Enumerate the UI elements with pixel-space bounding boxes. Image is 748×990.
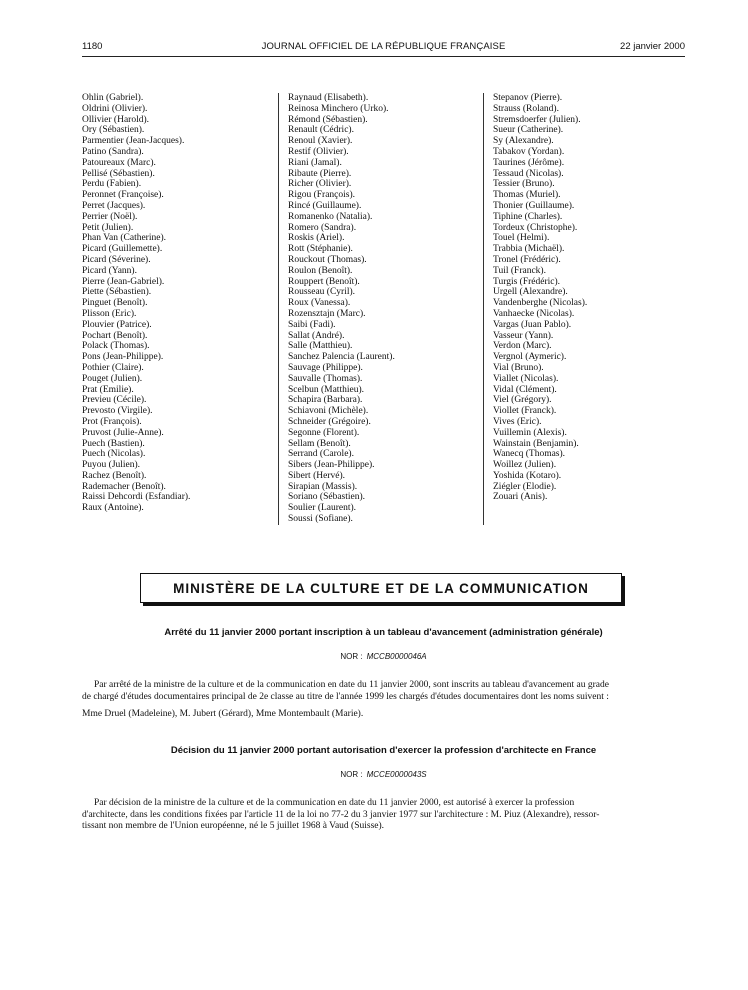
name-entry: Tordeux (Christophe). [493,222,578,233]
nor-label: NOR : [340,770,363,779]
names-column-1 [82,93,267,514]
name-entry: Prevosto (Virgile). [82,406,153,417]
name-entry: Picard (Séverine). [82,254,151,265]
paragraph-line: d'architecte, dans les conditions fixées par l'article 11 de la loi no 77-2 du 3 janvier 1977 sur l'architecture : M. Piuz (Alexandre), ressor- [82,809,600,820]
name-entry: Sauvage (Philippe). [288,362,363,373]
nor-value: MCCE0000043S [366,770,427,779]
name-entry: Sy (Alexandre). [493,136,554,147]
name-entry: Saibi (Fadi). [288,319,336,330]
nor-label: NOR : [340,652,363,661]
name-entry: Reinosa Minchero (Urko). [288,103,389,114]
name-entry: Pierre (Jean-Gabriel). [82,276,165,287]
name-entry: Pellisé (Sébastien). [82,168,155,179]
column-divider [278,93,279,525]
name-entry: Previeu (Cécile). [82,395,147,406]
name-entry: Tessier (Bruno). [493,179,555,190]
name-entry: Rozensztajn (Marc). [288,308,366,319]
name-entry: Yoshida (Kotaro). [493,470,562,481]
decision-title: Décision du 11 janvier 2000 portant autorisation d'exercer la profession d'architecte en France [170,745,597,756]
name-entry: Piette (Sébastien). [82,287,152,298]
nor-value: MCCB0000046A [366,652,427,661]
name-entry: Sibers (Jean-Philippe). [288,460,375,471]
name-entry: Sanchez Palencia (Laurent). [288,352,395,363]
name-entry: Serrand (Carole). [288,449,354,460]
names-column-2 [288,93,473,525]
name-entry: Ziégler (Elodie). [493,481,557,492]
name-entry: Picard (Yann). [82,265,137,276]
name-entry: Rincé (Guillaume). [288,200,362,211]
name-entry: Sueur (Catherine). [493,125,564,136]
name-entry: Phan Van (Catherine). [82,233,166,244]
name-entry: Puyou (Julien). [82,460,141,471]
paragraph-line: Par décision de la ministre de la culture et de la communication en date du 11 janvier 2000, est autorisé à exercer la profession [94,798,575,808]
name-entry: Tabakov (Yordan). [493,146,565,157]
name-entry: Romero (Sandra). [288,222,357,233]
journal-title: JOURNAL OFFICIEL DE LA RÉPUBLIQUE FRANÇAISE [261,41,506,52]
name-entry: Raynaud (Elisabeth). [288,93,369,103]
paragraph-line: Par arrêté de la ministre de la culture et de la communication en date du 11 janvier 2000, sont inscrits au tableau d'avancement au grade [94,680,609,690]
name-entry: Plouvier (Patrice). [82,319,152,330]
name-entry: Schiavoni (Michèle). [288,406,369,417]
name-entry: Vasseur (Yann). [493,330,554,341]
name-entry: Viollet (Franck). [493,406,557,417]
name-entry: Trabbia (Michaël). [493,244,565,255]
name-entry: Perrier (Noël). [82,211,138,222]
name-entry: Tronel (Frédéric). [493,254,561,265]
name-entry: Rott (Stéphanie). [288,244,353,255]
name-entry: Vargas (Juan Pablo). [493,319,572,330]
name-entry: Perdu (Fabien). [82,179,142,190]
name-entry: Tuil (Franck). [493,265,546,276]
name-entry: Raux (Antoine). [82,503,144,514]
name-entry: Tessaud (Nicolas). [493,168,564,179]
header-rule [82,56,685,57]
name-entry: Vives (Eric). [493,416,542,427]
name-entry: Ohlin (Gabriel). [82,93,144,103]
name-entry: Stepanov (Pierre). [493,93,563,103]
name-entry: Rouckout (Thomas). [288,254,367,265]
name-entry: Vidal (Clément). [493,384,557,395]
name-entry: Vuillemin (Alexis). [493,427,567,438]
name-entry: Pothier (Claire). [82,362,144,373]
name-entry: Zouari (Anis). [493,492,548,503]
name-entry: Picard (Guillemette). [82,244,163,255]
page-number: 1180 [82,41,103,52]
name-entry: Pochart (Benoît). [82,330,148,341]
name-entry: Thomas (Muriel). [493,190,561,201]
name-entry: Strauss (Roland). [493,103,559,114]
paragraph-line: tissant non membre de l'Union européenne, né le 5 juillet 1968 à Vaud (Suisse). [82,821,385,831]
name-entry: Sirapian (Massis). [288,481,358,492]
names-column-3 [493,93,678,503]
name-entry: Rademacher (Benoît). [82,481,166,492]
name-entry: Rousseau (Cyril). [288,287,356,298]
name-entry: Tiphine (Charles). [493,211,563,222]
name-entry: Wainstain (Benjamin). [493,438,579,449]
name-entry: Vial (Bruno). [493,362,544,373]
name-entry: Raissi Dehcordi (Esfandiar). [82,492,191,503]
name-entry: Viallet (Nicolas). [493,373,559,384]
name-entry: Restif (Olivier). [288,146,349,157]
nor-reference [82,652,685,661]
name-entry: Verdon (Marc). [493,341,552,352]
name-entry: Peronnet (Françoise). [82,190,164,201]
name-entry: Puech (Nicolas). [82,449,146,460]
name-entry: Rigou (François). [288,190,356,201]
nor-reference [82,770,685,779]
name-entry: Woillez (Julien). [493,460,557,471]
name-entry: Ribaute (Pierre). [288,168,352,179]
name-entry: Sallat (André). [288,330,345,341]
arrete-names [82,709,685,721]
name-entry: Pouget (Julien). [82,373,143,384]
name-entry: Plisson (Eric). [82,308,137,319]
name-entry: Vergnol (Aymeric). [493,352,567,363]
paragraph-line: Mme Druel (Madeleine), M. Jubert (Gérard), Mme Montembault (Marie). [82,709,364,719]
name-entry: Soriano (Sébastien). [288,492,366,503]
name-entry: Roux (Vanessa). [288,298,351,309]
name-entry: Roskis (Ariel). [288,233,345,244]
page-header [82,41,685,55]
name-entry: Stremsdoerfer (Julien). [493,114,581,125]
name-entry: Soulier (Laurent). [288,503,357,514]
name-entry: Polack (Thomas). [82,341,150,352]
name-entry: Wanecq (Thomas). [493,449,566,460]
name-entry: Pinguet (Benoît). [82,298,148,309]
name-entry: Schapira (Barbara). [288,395,363,406]
name-entry: Touel (Helmi). [493,233,550,244]
name-entry: Puech (Bastien). [82,438,145,449]
ministry-heading: MINISTÈRE DE LA CULTURE ET DE LA COMMUNICATION [140,573,622,603]
name-entry: Rouppert (Benoît). [288,276,360,287]
name-entry: Urgell (Alexandre). [493,287,568,298]
name-entry: Parmentier (Jean-Jacques). [82,136,185,147]
name-entry: Thonier (Guillaume). [493,200,575,211]
name-entry: Rémond (Sébastien). [288,114,368,125]
paragraph-line: de chargé d'études documentaires principal de 2e classe au titre de l'année 1999 les chargés d'études documentaires dont les noms suivent : [82,691,609,702]
name-entry: Sellam (Benoît). [288,438,351,449]
column-divider [483,93,484,525]
name-entry: Sibert (Hervé). [288,470,345,481]
name-entry: Scelbun (Matthieu). [288,384,364,395]
name-entry: Perret (Jacques). [82,200,146,211]
name-entry: Romanenko (Natalia). [288,211,373,222]
name-entry: Prat (Emilie). [82,384,134,395]
name-entry: Vanhaecke (Nicolas). [493,308,575,319]
name-entry: Oldrini (Olivier). [82,103,148,114]
name-entry: Ollivier (Harold). [82,114,150,125]
name-entry: Richer (Olivier). [288,179,352,190]
name-entry: Patoureaux (Marc). [82,157,156,168]
name-entry: Ory (Sébastien). [82,125,145,136]
name-entry: Pruvost (Julie-Anne). [82,427,164,438]
name-entry: Pons (Jean-Philippe). [82,352,164,363]
name-entry: Vandenberghe (Nicolas). [493,298,588,309]
name-entry: Salle (Matthieu). [288,341,353,352]
arrete-paragraph [82,680,685,703]
name-entry: Prot (François). [82,416,142,427]
decision-paragraph [82,798,685,833]
issue-date: 22 janvier 2000 [620,41,685,52]
name-entry: Roulon (Benoît). [288,265,353,276]
name-entry: Taurines (Jérôme). [493,157,565,168]
name-entry: Petit (Julien). [82,222,134,233]
name-entry: Viel (Grégory). [493,395,552,406]
name-entry: Renault (Cédric). [288,125,354,136]
name-entry: Patino (Sandra). [82,146,144,157]
arrete-title: Arrêté du 11 janvier 2000 portant inscription à un tableau d'avancement (administration générale) [164,627,603,638]
name-entry: Sauvalle (Thomas). [288,373,363,384]
name-entry: Schneider (Grégoire). [288,416,371,427]
name-entry: Rachez (Benoît). [82,470,147,481]
name-entry: Turgis (Frédéric). [493,276,561,287]
name-entry: Riani (Jamal). [288,157,342,168]
name-entry: Soussi (Sofiane). [288,514,353,525]
name-entry: Segonne (Florent). [288,427,360,438]
name-entry: Renoul (Xavier). [288,136,353,147]
